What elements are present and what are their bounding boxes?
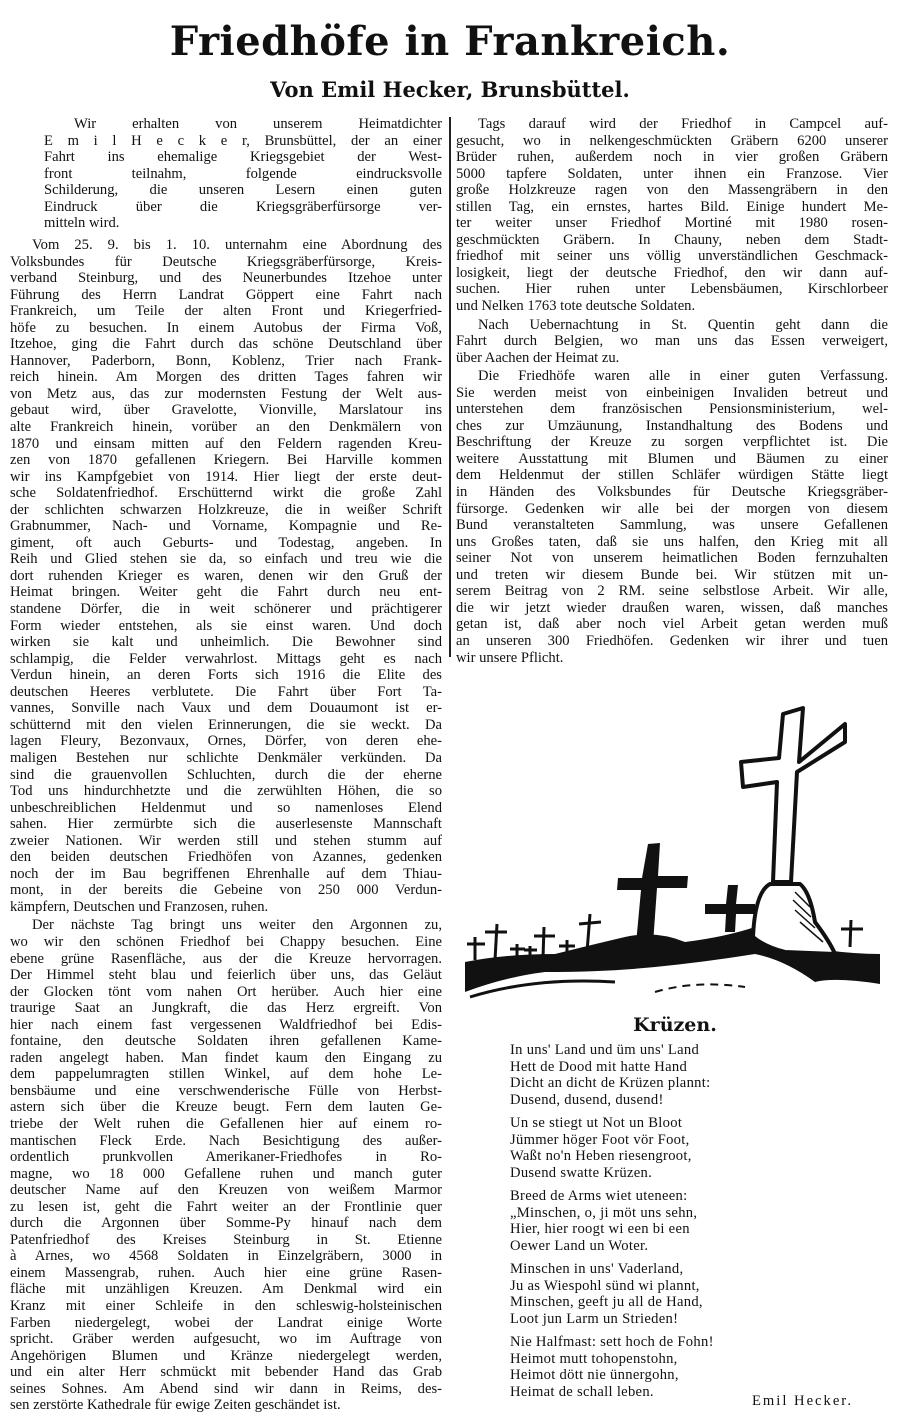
text-line: Die Friedhöfe waren alle in einer guten Verfassung.: [478, 368, 888, 385]
cemetery-crosses-illustration: [455, 692, 885, 1004]
text-line: alte Frankreich hinein, vorüber an den Denkmälern von: [10, 419, 442, 436]
text-line: über Aachen der Heimat zu.: [456, 349, 620, 366]
text-line: Fahrt durch Belgien, wo man uns das Essen verweigert,: [456, 333, 888, 350]
poem-line: Heimot mutt tohopenstohn,: [510, 1350, 678, 1367]
poem-stanza: [510, 1261, 714, 1327]
text-line: gesucht, wo in nelkengeschmückten Gräbern 6200 unserer: [456, 132, 888, 149]
poem-line: Minschen, geeft ju all de Hand,: [510, 1294, 703, 1310]
text-line: Itzehoe, ging die Fahrt durch das schöne Deutschland über: [10, 336, 442, 353]
text-line: schütternd mit den vielen Erinnerungen, die sie weckt. Da: [10, 716, 442, 733]
text-line: magne, wo 18 000 Gefallene ruhen und manch guter: [10, 1165, 442, 1182]
text-line: Kranz mit einer Schleife in den schleswig-holsteinischen: [10, 1298, 442, 1314]
poem-line: Hier, hier roogt wi een bi een: [510, 1221, 690, 1237]
text-line: reich hinein. Am Morgen des dritten Tages fahren wir: [10, 369, 442, 386]
text-line: seiner Not von unserem heimatlichen Boden fernzuhalten: [456, 550, 888, 567]
text-line: höfe zu besuchen. In einem Autobus der Firma Voß,: [10, 319, 442, 336]
poem-line: Hett de Dood mit hatte Hand: [510, 1058, 688, 1075]
text-line: serem Beitrag von 2 RM. seine selbstlose Arbeit. Wir alle,: [456, 583, 888, 600]
text-line: der schlichten schwarzen Holzkreuze, die in weißer Schrift: [10, 501, 442, 518]
poem-stanza: [510, 1115, 714, 1181]
text-line: sche Soldatenfriedhof. Erschütternd wirkt die große Zahl: [10, 485, 442, 502]
text-line: deutscher Name auf den Kreuzen von weißem Marmor: [10, 1182, 442, 1199]
poem-title: Krüzen.: [633, 1014, 717, 1036]
text-line: Tod uns hindurchhetzte und die zerwühlten Höhen, die so: [10, 783, 442, 800]
text-line: Patenfriedhof des Kreises Steinburg in St. Etienne: [10, 1231, 442, 1248]
text-line: Reih und Glied stehen sie da, so einfach und treu wie die: [10, 551, 442, 568]
text-line: stillen Tag, ein ernstes, hartes Bild. Einige hundert Me-: [456, 198, 888, 215]
paragraph: [44, 116, 442, 232]
text-line: Tags darauf wird der Friedhof in Campcel auf-: [478, 116, 888, 132]
text-line: Verdun hinein, an deren Forts sich 1916 die Elite des: [10, 667, 442, 684]
text-line: Sie werden meist von einbeinigen Invaliden betreut und: [456, 384, 888, 401]
paragraph: [10, 917, 442, 1413]
poem-line: Jümmer höger Foot vör Foot,: [510, 1131, 690, 1148]
column-divider: [449, 117, 451, 657]
text-line: Grabnummer, Nach- und Vorname, Kompagnie und Re-: [10, 518, 442, 535]
text-line: vannes, Sonville nach Vaux und dem Douaumont ist er-: [10, 700, 442, 717]
text-line: Brüder ruhen, außerdem noch in vier großen Gräbern: [456, 149, 888, 166]
text-line: die wir jetzt wieder draußen waren, wissen, daß manches: [456, 599, 888, 616]
text-line: Nach Uebernachtung in St. Quentin geht dann die: [478, 316, 888, 333]
text-line: durch die Argonnen über Somme-Py hinauf nach dem: [10, 1215, 442, 1232]
text-line: spricht. Gräber werden aufgesucht, wo im Auftrage von: [10, 1331, 442, 1348]
text-line: ebene grüne Rasenfläche, aus der die Kreuze hervorragen.: [10, 950, 442, 967]
text-line: bensbäume und eine verschwenderische Fülle von Herbst-: [10, 1082, 442, 1099]
right-column: [456, 116, 888, 668]
text-line: geschmückten Gräbern. In Chauny, neben dem Stadt-: [456, 231, 888, 248]
text-line: Hannover, Paderborn, Bonn, Koblenz, Trier nach Frank-: [10, 352, 442, 369]
text-line: getan ist, daß aber noch viel Arbeit getan werden muß: [456, 616, 888, 633]
text-line: mantischen Fleck Erde. Nach Besichtigung des außer-: [10, 1132, 442, 1149]
text-line: mont, in der bereits die Gebeine von 250 000 Verdun-: [10, 882, 442, 899]
text-line: E m i l H e c k e r, Brunsbüttel, der an einer: [44, 132, 442, 149]
text-line: und treten wir diesem Bunde bei. Wir stützen mit un-: [456, 566, 888, 583]
text-line: raden angelegt haben. Man findet kaum den Eingang zu: [10, 1049, 442, 1066]
article-title: Friedhöfe in Frankreich.: [169, 18, 731, 65]
text-line: Volksbundes für Deutsche Kriegsgräberfürsorge, Kreis-: [10, 253, 442, 270]
text-line: Eindruck über die Kriegsgräberfürsorge ver-: [44, 198, 442, 215]
poem-stanza: [510, 1334, 714, 1400]
text-line: Der nächste Tag bringt uns weiter den Argonnen zu,: [32, 917, 442, 934]
poem: [510, 1042, 714, 1407]
text-line: große Holzkreuze ragen von den Massengräbern in den: [456, 182, 888, 199]
poem-line: Dicht an dicht de Krüzen plannt:: [510, 1075, 711, 1091]
text-line: zu lesen ist, geht die Fahrt weiter an der Frontlinie quer: [10, 1198, 442, 1215]
poem-line: In uns' Land und üm uns' Land: [510, 1042, 700, 1058]
poem-signature: Emil Hecker.: [752, 1393, 853, 1409]
text-line: noch der im Bau begriffenen Ehrenhalle auf dem Thiau-: [10, 865, 442, 882]
text-line: lagen Fleury, Bezonvaux, Ornes, Dörfer, von deren ehe-: [10, 733, 442, 750]
text-line: losigkeit, liegt der deutsche Friedhof, den wir dann auf-: [456, 264, 888, 281]
text-line: Form wieder entstehen, als sie einst waren. Und doch: [10, 617, 442, 634]
text-line: suchen. Hier ruhen unter Lebensbäumen, Kirschlorbeer: [456, 281, 888, 298]
text-line: traurige Saat an Jungkraft, die das Herz ergreift. Von: [10, 1000, 442, 1017]
poem-stanza: [510, 1188, 714, 1254]
poem-line: Dusend swatte Krüzen.: [510, 1164, 653, 1181]
text-line: kämpfern, Deutschen und Franzosen, ruhen.: [10, 898, 269, 915]
text-line: giment, oft auch Geburts- und Todestag, angeben. In: [10, 534, 442, 551]
poem-line: Waßt no'n Heben riesengroot,: [510, 1148, 692, 1164]
text-line: 1870 und einsam mitten auf den Feldern ragenden Kreu-: [10, 435, 442, 452]
text-line: ordentlich prunkvollen Amerikaner-Friedhofes in Ro-: [10, 1149, 442, 1166]
text-line: sahen. Hier zermürbte sich die auserlesenste Mannschaft: [10, 816, 442, 833]
text-line: schlampig, die Felder verwahrlost. Mittags geht es nach: [10, 650, 442, 667]
text-line: hier nach einem fast vergessenen Waldfriedhof bei Edis-: [10, 1016, 442, 1033]
text-line: Bund veranstalteten Sammlung, was unsere Gefallenen: [456, 517, 888, 534]
text-line: und Nelken 1763 tote deutsche Soldaten.: [456, 298, 696, 315]
text-line: verband Steinburg, und des Neunerbundes Itzehoe unter: [10, 270, 442, 287]
paragraph: [456, 368, 888, 666]
text-line: an unseren 300 Friedhöfen. Gedenken wir ihrer und tuen: [456, 632, 888, 649]
text-line: Beschriftung der Kreuze zu sorgen verpflichtet ist. Die: [456, 434, 888, 451]
text-line: sind die grauenvollen Schluchten, durch die der eherne: [10, 766, 442, 783]
text-line: unbeschreiblichen Heldenmut und so namenloses Elend: [10, 799, 442, 816]
text-line: und ein alter Herr schmückt mit bebender Hand das Grab: [10, 1364, 442, 1381]
text-line: ches zur Umzäunung, Instandhaltung des Bodens und: [456, 417, 888, 434]
text-line: wir ins Kampfgebiet von 1914. Hier liegt der erste deut-: [10, 468, 442, 485]
poem-stanza: [510, 1042, 714, 1108]
poem-line: Oewer Land un Woter.: [510, 1237, 649, 1254]
text-line: Der Himmel steht blau und feierlich über uns, das Geläut: [10, 967, 442, 984]
paragraph: [456, 317, 888, 367]
text-line: deutschen Heeres verblutete. Die Fahrt über Fort Ta-: [10, 683, 442, 700]
text-line: à Arnes, wo 4568 Soldaten in Einzelgräbern, 3000 in: [10, 1248, 442, 1265]
text-line: maligen Bestehen nur schlichte Denkmäler verkünden. Da: [10, 749, 442, 766]
text-line: den beiden deutschen Friedhöfen von Azannes, gedenken: [10, 849, 442, 866]
text-line: Fahrt ins ehemalige Kriegsgebiet der West-: [44, 149, 442, 166]
text-line: astern sich über die Kreuze beugt. Fern dem lauten Ge-: [10, 1099, 442, 1116]
text-line: von Metz aus, das zur modernsten Festung der Welt aus-: [10, 385, 442, 402]
poem-line: Heimat de schall leben.: [510, 1383, 654, 1400]
text-line: fürsorge. Gedenken wir alle bei der morgen von diesem: [456, 500, 888, 517]
left-column: [10, 237, 442, 1416]
text-line: ter weiter unser Friedhof Mortiné mit 1980 rosen-: [456, 215, 888, 232]
text-line: der Glocken tönt vom nahen Ort herüber. Auch hier eine: [10, 983, 442, 1000]
text-line: triebe der Welt ruhen die Gefallenen hier auf einem ro-: [10, 1115, 442, 1132]
text-line: dem pappelumragten stillen Winkel, auf dem hohe Le-: [10, 1066, 442, 1083]
text-line: gebaut wird, über Gravelotte, Vionville, Marslatour ins: [10, 402, 442, 419]
text-line: 5000 tapfere Soldaten, unter ihnen ein Franzose. Vier: [456, 165, 888, 182]
poem-line: Un se stiegt ut Not un Bloot: [510, 1115, 683, 1131]
text-line: fläche mit unzähligen Kreuzen. Am Denkmal wird ein: [10, 1281, 442, 1298]
text-line: zweier Nationen. Wir werden still und stehen stumm auf: [10, 832, 442, 849]
text-line: Heimat bringen. Weiter geht die Fahrt durch neu ent-: [10, 584, 442, 601]
text-line: Frankreich, um Teile der alten Front und Kriegerfried-: [10, 303, 442, 320]
article-byline: Von Emil Hecker, Brunsbüttel.: [270, 77, 630, 102]
text-line: einem Massengrab, ruhen. Auch hier eine grüne Rasen-: [10, 1264, 442, 1281]
text-line: seines Sohnes. Am Abend sind wir dann in Reims, des-: [10, 1380, 442, 1397]
poem-line: Loot jun Larm un Strieden!: [510, 1310, 679, 1327]
text-line: wir unsere Pflicht.: [456, 649, 564, 666]
poem-line: Breed de Arms wiet uteneen:: [510, 1188, 688, 1204]
text-line: uns Großes taten, daß sie uns halfen, den Krieg mit all: [456, 533, 888, 550]
paragraph: [10, 237, 442, 915]
text-line: dem Heldenmut der stillen Schläfer würdigen Stätte liegt: [456, 467, 888, 484]
text-line: unterstehen dem französischen Pensionsministerium, wel-: [456, 401, 888, 418]
poem-line: Minschen in uns' Vaderland,: [510, 1261, 684, 1277]
text-line: Farben niedergelegt, wobei der Landrat einige Worte: [10, 1314, 442, 1331]
text-line: dort ruhenden Krieger es waren, denen wir den Gruß der: [10, 567, 442, 584]
text-line: friedhof mit seiner uns völlig unverständlichen Geschmack-: [456, 248, 888, 265]
intro-paragraph: [44, 116, 442, 234]
poem-line: Dusend, dusend, dusend!: [510, 1091, 664, 1108]
poem-line: „Minschen, o, ji möt uns sehn,: [510, 1204, 698, 1221]
text-line: weitere Ausstattung mit Blumen und Bäumen zu einer: [456, 450, 888, 467]
poem-line: Heimot dött nie ünnergohn,: [510, 1367, 679, 1383]
text-line: Führung des Herrn Landrat Göppert eine Fahrt nach: [10, 286, 442, 303]
text-line: front teilnahm, folgende eindrucksvolle: [44, 165, 442, 182]
text-line: mitteln wird.: [44, 215, 120, 232]
text-line: Vom 25. 9. bis 1. 10. unternahm eine Abordnung des: [32, 237, 442, 253]
text-line: Angehörigen Blumen und Kränze niedergelegt werden,: [10, 1347, 442, 1364]
poem-line: Nie Halfmast: sett hoch de Fohn!: [510, 1334, 714, 1350]
text-line: in Händen des Volksbundes für Deutsche Kriegsgräber-: [456, 484, 888, 501]
text-line: sen zerstörte Kathedrale für ewige Zeiten geschändet ist.: [10, 1397, 341, 1414]
text-line: Schilderung, die unseren Lesern einen guten: [44, 182, 442, 199]
text-line: fontaine, den deutsche Soldaten ihren gefallenen Kame-: [10, 1033, 442, 1050]
text-line: Wir erhalten von unserem Heimatdichter: [74, 116, 442, 132]
text-line: wo wir den schönen Friedhof bei Chappy besuchen. Eine: [10, 933, 442, 950]
poem-line: Ju as Wiespohl sünd wi plannt,: [510, 1277, 700, 1294]
paragraph: [456, 116, 888, 315]
text-line: standene Dörfer, die in weit schönerer und prächtigerer: [10, 601, 442, 618]
text-line: wirken sie kalt und unheimlich. Die Bewohner sind: [10, 634, 442, 651]
text-line: zen von 1870 gefallenen Kriegern. Bei Harville kommen: [10, 452, 442, 469]
